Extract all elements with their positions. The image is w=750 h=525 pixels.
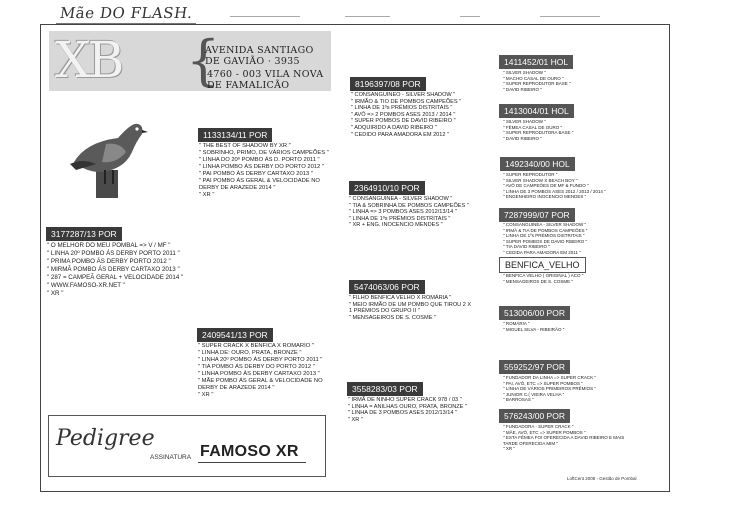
bird-description: " CONSANGUINEA - SILVER SHADOW " " IRMÃ & TIA DE POMBOS CAMPEÕES " " LINHA DE 1ºs PRÉMIOS DISTRITAIS " " SUPER POMBOS DE DAVID RIBEIRO " " TIA DAVID RIBEIRO " " CEDIDA PARA AMADORA EM 2011 " (503, 222, 588, 255)
bird-description: " FUNDADORA - SUPER CRACK " " MÃE, AVÓ, ETC => SUPER POMBOS " " ESTA FÊMEA FOI OFERECIDA A DAVID RIBEIRO E MAIS TARDE OFERECIDA MIM " " XR " (503, 424, 625, 452)
bird-description: " SILVER SHADOW " " MACHO CASAL DE OURO " " SUPER REPRODUTOR BASE " " DAVID RIBEIRO " (503, 70, 571, 92)
address-line-1: AVENIDA SANTIAGO DE GAVIÃO · 3935 (205, 45, 314, 67)
address-line-2: 4760 - 003 VILA NOVA DE FAMALICÃO (207, 69, 324, 91)
bird-description: " SUPER REPRODUTOR " " SILVER SHADOW X BEACH BOY " " AVÔ DE CAMPEÕES DE MF & FUNDO " " LINHA DE 3 POMBOS ASES 2012 / 2013 / 2014 " " ENGENHEIRO INOCENCIO MENDES " (503, 172, 606, 200)
bird-ring-id: 513006/00 POR (499, 306, 570, 320)
bird-description: " CONSANGUINEA - SILVER SHADOW " " TIA & SOBRINHA DE POMBOS CAMPEÕES " " LINHA => 3 POMBOS ASES 2012/13/14 " " LINHA DE 1ºs PRÉMIOS DISTRITAIS " " XR + ENG. INOCENCIO MENDES " (349, 196, 469, 229)
software-footer: LoftCent 2008 - Gestão de Pombal (567, 476, 637, 481)
bird-description: " CONSANGUINEO - SILVER SHADOW " " IRMÃO & TIO DE POMBOS CAMPEÕES " " LINHA DE 1ºs PRÉMIOS DISTRITAIS " " AVÔ => 2 POMBOS ASES 2013 / 2014 " " SUPER POMBOS DE DAVID RIBEIRO " " ADQUIRIDO A DAVID RIBEIRO " " CEDIDO PARA AMADORA EM 2012 " (351, 92, 462, 138)
assinatura-label: ASSINATURA (150, 454, 192, 461)
bird-ring-id: 2364910/10 POR (349, 181, 425, 195)
bird-description: " ROMÁRIA " " MIGUEL SILVA - RIBEIRÃO " (503, 321, 565, 332)
signature-name: FAMOSO XR (200, 443, 299, 460)
bird-ring-id: 3177287/13 POR (46, 227, 122, 241)
header-banner (49, 31, 331, 91)
bird-description: " BENFICA VELHO ( ORIGINAL ) ACO " " MENSAGEIROS DE S. COSME " (503, 273, 584, 284)
bird-ring-id: 8196397/08 POR (350, 77, 426, 91)
bird-ring-id: BENFICA_VELHO (499, 257, 586, 273)
bird-description: " FILHO BENFICA VELHO X ROMÁRIA " " MEIO IRMÃO DE UM POMBO QUE TIROU 2 X 1 PRÉMIOS DO GRUPO II " " MENSAGEIROS DE S. COSME " (349, 295, 472, 321)
xb-logo: XB (55, 31, 122, 89)
brace-glyph: { (186, 31, 221, 91)
bird-ring-id: 576243/00 POR (499, 409, 570, 423)
bird-description: " SUPER CRACK X BENFICA X ROMARIO " " LINHA DE: OURO, PRATA, BRONZE " " LINHA 20º POMBO ÁS DERBY PORTO 2011 " " TIA POMBO ÁS DERBY DO PORTO 2012 " " LINHA POMBO ÁS DERBY CARTAXO 2013 " " MÃE POMBO ÁS GERAL & VELOCIDADE NO DERBY DE ARAZEDE 2014 " " XR " (198, 343, 323, 398)
pedigree-script: Pedigree (56, 426, 155, 451)
scan-dash (460, 16, 480, 17)
bird-description: " O MELHOR DO MEU POMBAL => V / MF " " LINHA 20º POMBO ÁS DERBY PORTO 2011 " " PRIMA POMBO ÁS DERBY PORTO 2012 " " MIRMÃ POMBO ÁS DERBY CARTAXO 2013 " " 287 = CAMPEÃ GERAL + VELOCIDADE 2014 " " WWW.FAMOSO-XR.NET " " XR " (47, 242, 184, 297)
bird-ring-id: 5474063/06 POR (349, 280, 425, 294)
scan-dash (345, 16, 390, 17)
bird-ring-id: 1411452/01 HOL (499, 55, 573, 69)
bird-ring-id: 7287999/07 POR (499, 208, 575, 222)
bird-ring-id: 3558283/03 POR (347, 382, 423, 396)
scan-dash (540, 16, 600, 17)
bird-ring-id: 1413004/01 HOL (499, 104, 574, 118)
bird-ring-id: 559252/97 POR (499, 360, 570, 374)
bird-description: " IRMÃ DE NINHO SUPER CRACK 978 / 03 " " LINHA = ANILHAS OURO, PRATA, BRONZE " " LINHA DE 3 POMBOS ASES 2012/13/14 " " XR " (348, 397, 467, 423)
handwritten-note: Mãe DO FLASH. (58, 4, 195, 22)
bird-description: " SILVER SHADOW " " FÊMEA CASAL DE OURO " " SUPER REPRODUTORA BASE " " DAVID RIBEIRO " (503, 119, 574, 141)
scan-dash (230, 16, 300, 17)
signature-underline (198, 462, 306, 463)
bird-ring-id: 1133134/11 POR (198, 128, 272, 142)
bird-description: " FUNDADOR DA LINHA => SUPER CRACK " " PAI, AVÔ, ETC => SUPER POMBOS " " LINHA DE VÁRIOS PRIMEIROS PRÉMIOS " " JUNIOR C.( VIEIRA VELHA " " BARROSAS " (503, 375, 596, 403)
bird-ring-id: 2409541/13 POR (197, 328, 273, 342)
bird-ring-id: 1492340/00 HOL (500, 157, 575, 171)
bird-description: " THE BEST OF SHADOW BY XR " " SOBRINHO, PRIMO, DE VÁRIOS CAMPEÕES " " LINHA DO 20º POMBO ÁS D. PORTO 2011 " " LINHA POMBO ÁS DERBY DO PORTO 2012 " " PAI POMBO ÁS DERBY CARTAXO 2013 " " PAI POMBO ÁS GERAL & VELOCIDADE NO DERBY DE ARAZEDE 2014 " " XR " (199, 143, 329, 198)
pigeon-illustration (66, 112, 150, 202)
